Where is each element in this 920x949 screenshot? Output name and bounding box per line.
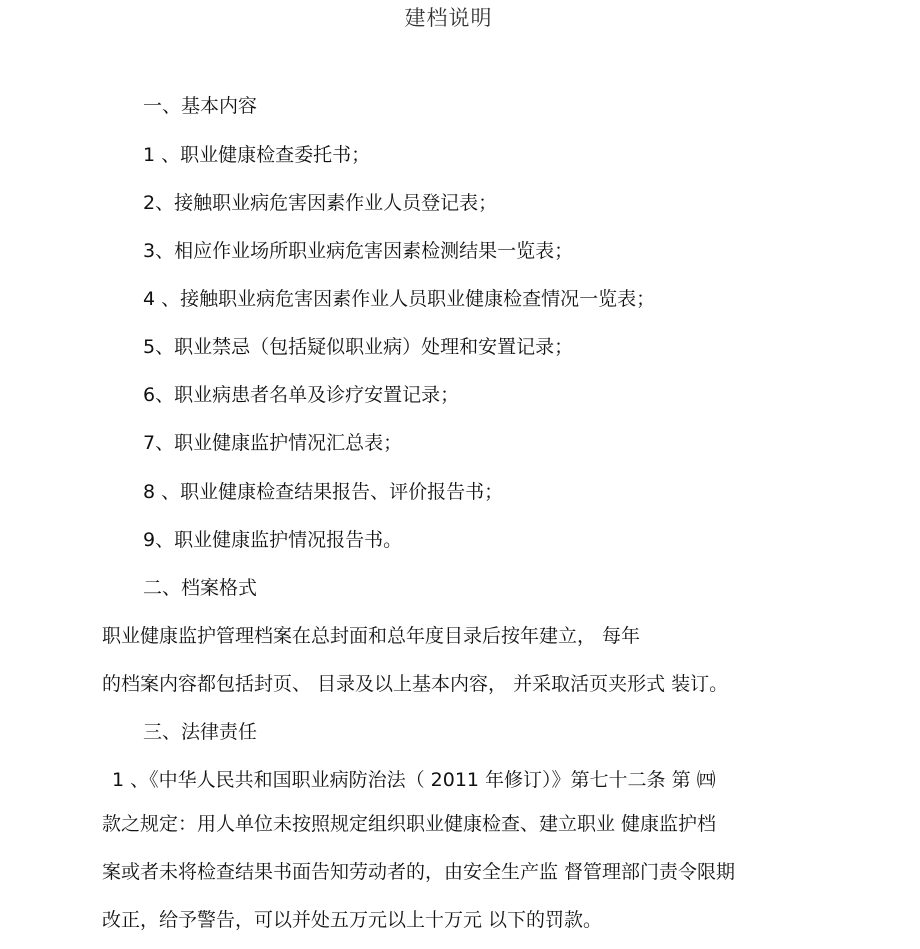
paragraph-line: 款之规定：用人单位未按照规定组织职业健康检查、建立职业 健康监护档 [102, 813, 717, 835]
list-item: 4 、接触职业病危害因素作业人员职业健康检查情况一览表； [143, 288, 656, 310]
list-item: 9、职业健康监护情况报告书。 [143, 529, 403, 551]
paragraph-line: 案或者未将检查结果书面告知劳动者的，由安全生产监 督管理部门责令限期 [102, 861, 736, 883]
list-item: 8 、职业健康检查结果报告、评价报告书； [143, 481, 504, 503]
list-item: 1 、职业健康检查委托书； [143, 144, 371, 166]
list-item: 7、职业健康监护情况汇总表； [143, 432, 403, 454]
paragraph-line: 改正，给予警告，可以并处五万元以上十万元 以下的罚款。 [102, 909, 603, 931]
section-heading-legal-liability: 三、法律责任 [143, 721, 258, 743]
list-item: 6、职业病患者名单及诊疗安置记录； [143, 384, 460, 406]
section-heading-archive-format: 二、档案格式 [143, 577, 258, 599]
paragraph-line: 1 、《中华人民共和国职业病防治法（ 2011 年修订）》第七十二条 第 ㈣ [112, 769, 716, 791]
list-item: 3、相应作业场所职业病危害因素检测结果一览表； [143, 240, 574, 262]
document-title: 建档说明 [404, 6, 493, 30]
list-item: 5、职业禁忌（包括疑似职业病）处理和安置记录； [143, 336, 574, 358]
paragraph-line: 的档案内容都包括封页、 目录及以上基本内容， 并采取活页夹形式 装订。 [102, 673, 729, 695]
section-heading-basic-content: 一、基本内容 [143, 95, 258, 117]
paragraph-line: 职业健康监护管理档案在总封面和总年度目录后按年建立， 每年 [102, 625, 641, 647]
list-item: 2、接触职业病危害因素作业人员登记表； [143, 192, 498, 214]
